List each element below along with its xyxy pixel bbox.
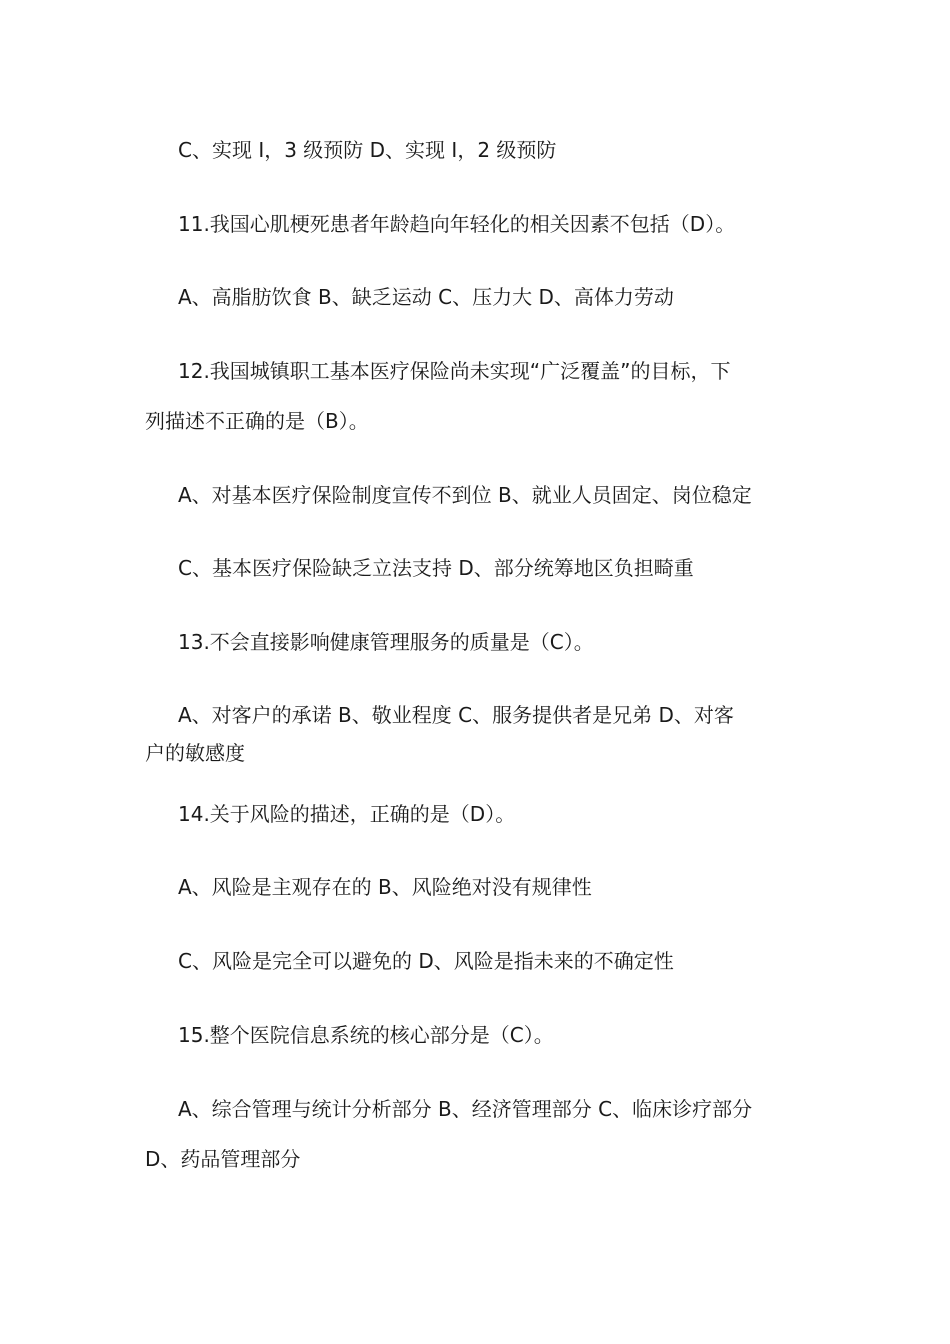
q12-options-cd: C、基本医疗保险缺乏立法支持 D、部分统筹地区负担畸重 — [178, 556, 694, 580]
q13-stem: 13.不会直接影响健康管理服务的质量是（C）。 — [178, 630, 594, 654]
q13-options-line2: 户的敏感度 — [145, 741, 245, 765]
q13-options-line1: A、对客户的承诺 B、敬业程度 C、服务提供者是兄弟 D、对客 — [178, 703, 734, 727]
q15-stem: 15.整个医院信息系统的核心部分是（C）。 — [178, 1023, 554, 1047]
q11-stem: 11.我国心肌梗死患者年龄趋向年轻化的相关因素不包括（D）。 — [178, 212, 736, 236]
q14-stem: 14.关于风险的描述，正确的是（D）。 — [178, 802, 516, 826]
q12-stem-line2: 列描述不正确的是（B）。 — [145, 409, 369, 433]
q12-stem-line1: 12.我国城镇职工基本医疗保险尚未实现“广泛覆盖”的目标，下 — [178, 359, 731, 383]
q14-options-ab: A、风险是主观存在的 B、风险绝对没有规律性 — [178, 875, 592, 899]
q15-options-line2: D、药品管理部分 — [145, 1147, 301, 1171]
q14-options-cd: C、风险是完全可以避免的 D、风险是指未来的不确定性 — [178, 949, 674, 973]
q10-options-cd: C、实现 I，3 级预防 D、实现 I，2 级预防 — [178, 138, 557, 162]
q12-options-ab: A、对基本医疗保险制度宣传不到位 B、就业人员固定、岗位稳定 — [178, 483, 752, 507]
q15-options-line1: A、综合管理与统计分析部分 B、经济管理部分 C、临床诊疗部分 — [178, 1097, 753, 1121]
q11-options: A、高脂肪饮食 B、缺乏运动 C、压力大 D、高体力劳动 — [178, 285, 674, 309]
